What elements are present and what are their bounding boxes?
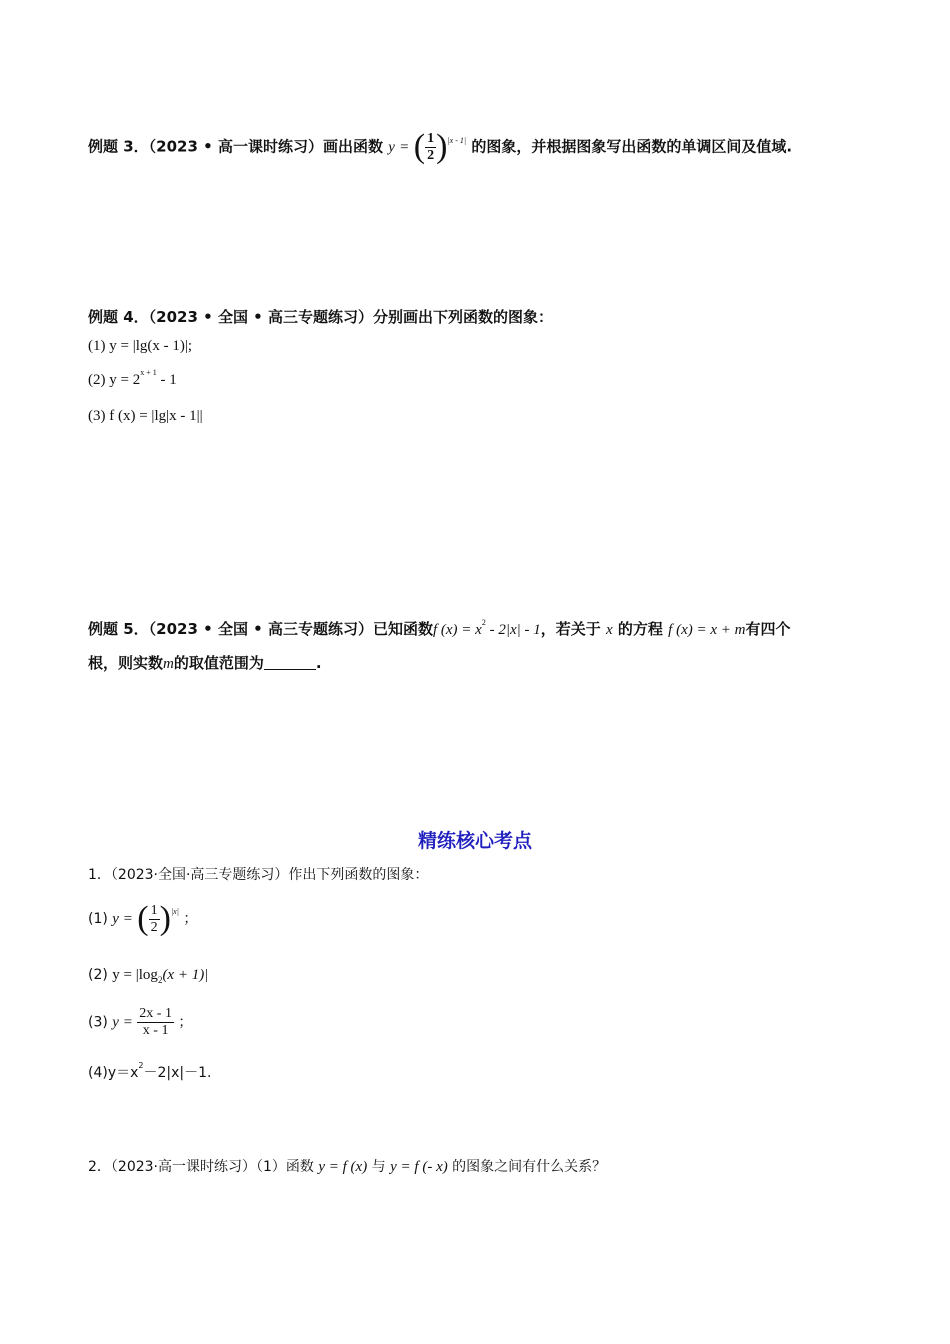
left-paren: ( xyxy=(413,128,426,165)
item-2-tail: - 1 xyxy=(156,372,177,388)
example-3-label: 例题 3．（2023 • 高一课时练习）画出函数 xyxy=(88,137,383,156)
section-title: 精练核心考点 xyxy=(417,830,532,852)
frac-den: 2 xyxy=(427,147,435,163)
p1-item-3-tail: ； xyxy=(178,1014,193,1031)
example-4-label: 例题 4．（2023 • 全国 • 高三专题练习）分别画出下列函数的图象： xyxy=(88,308,553,326)
frac-num: 1 xyxy=(150,902,158,918)
example-5-line-2 xyxy=(88,652,322,675)
example-5-end: 有四个 xyxy=(745,620,791,638)
example-3-tail: 的图象，并根据图象写出函数的单调区间及值域. xyxy=(471,137,793,156)
p1-item-3-prefix: (3) xyxy=(88,1014,108,1031)
problem-2-mid: 与 xyxy=(371,1159,386,1175)
problem-2-tail: 的图象之间有什么关系？ xyxy=(452,1159,607,1175)
problem-1-item-3 xyxy=(88,1006,192,1039)
example-3-lhs: y xyxy=(388,139,395,156)
p1-item-4-exponent: 2 xyxy=(138,1061,144,1070)
p1-item-1-tail: ； xyxy=(183,911,198,927)
p1-item-1-prefix: (1) xyxy=(88,911,108,927)
p1-item-3-lhs: y = xyxy=(112,1014,133,1031)
example-5-fx-tail: - 2|x| - 1 xyxy=(485,622,541,638)
p1-item-1-lhs: y = xyxy=(112,911,133,927)
example-3 xyxy=(88,130,792,164)
p1-item-2-prefix: (2) xyxy=(88,967,108,983)
p1-item-2-subscript: 2 xyxy=(157,975,163,985)
example-5-period: . xyxy=(315,654,322,672)
example-5-equation: f (x) = x + m xyxy=(668,622,746,638)
example-4-item-2 xyxy=(88,368,177,393)
example-4-item-1 xyxy=(88,334,192,357)
p1-item-1-exponent: |x| xyxy=(170,907,179,916)
problem-2-eq2: y = f (- x) xyxy=(390,1159,448,1175)
example-5-line2-end: 的取值范围为 xyxy=(173,654,264,672)
right-paren: ) xyxy=(159,900,171,937)
p1-item-3-fraction xyxy=(137,1006,174,1039)
example-5-fx: f (x) = x xyxy=(432,622,482,638)
p1-item-2-rest: (x + 1)| xyxy=(162,967,209,983)
example-5-line-1 xyxy=(88,618,790,643)
problem-1-label: 1．（2023·全国·高三专题练习）作出下列函数的图象： xyxy=(88,867,429,883)
example-4-item-3 xyxy=(88,404,203,427)
p1-item-4-a: y＝x xyxy=(107,1065,139,1081)
example-3-eq: = xyxy=(400,139,409,156)
problem-1-item-2 xyxy=(88,964,208,987)
example-5-var-m: m xyxy=(163,656,174,672)
left-paren: ( xyxy=(137,900,149,937)
p1-item-1-fraction xyxy=(149,903,160,936)
item-3-text: (3) f (x) = |lg|x - 1|| xyxy=(88,408,203,424)
item-1-text: (1) y = |lg(x - 1)|; xyxy=(88,338,193,354)
item-2-exponent: x + 1 xyxy=(140,368,157,377)
example-3-exponent: |x - 1| xyxy=(447,135,467,145)
example-5-mid2: 的方程 xyxy=(617,620,663,638)
item-2-base: (2) y = 2 xyxy=(88,372,141,388)
frac-num: 1 xyxy=(427,130,435,146)
example-5-fx-exp: 2 xyxy=(481,618,486,627)
problem-1-item-1 xyxy=(88,902,197,936)
problem-1-item-4 xyxy=(88,1062,212,1086)
answer-blank[interactable] xyxy=(264,653,316,670)
right-paren: ) xyxy=(436,128,448,165)
example-5-var-x: x xyxy=(606,622,613,638)
problem-2-eq1: y = f (x) xyxy=(318,1159,368,1175)
p1-item-2-lhs: y = |log xyxy=(112,967,158,983)
problem-2 xyxy=(88,1156,606,1178)
frac-den: 2 xyxy=(150,919,158,935)
example-3-fraction xyxy=(425,131,436,164)
p1-item-4-prefix: (4) xyxy=(88,1065,108,1081)
p1-item-4-b: －2|x|－1. xyxy=(143,1065,212,1081)
frac-num: 2x - 1 xyxy=(139,1006,172,1021)
example-5-label: 例题 5．（2023 • 全国 • 高三专题练习）已知函数 xyxy=(88,620,433,638)
frac-den: x - 1 xyxy=(142,1023,169,1038)
example-5-mid: ，若关于 xyxy=(540,620,601,638)
problem-2-label: 2．（2023·高一课时练习）（1）函数 xyxy=(88,1159,314,1175)
example-5-line2-start: 根，则实数 xyxy=(88,654,164,672)
